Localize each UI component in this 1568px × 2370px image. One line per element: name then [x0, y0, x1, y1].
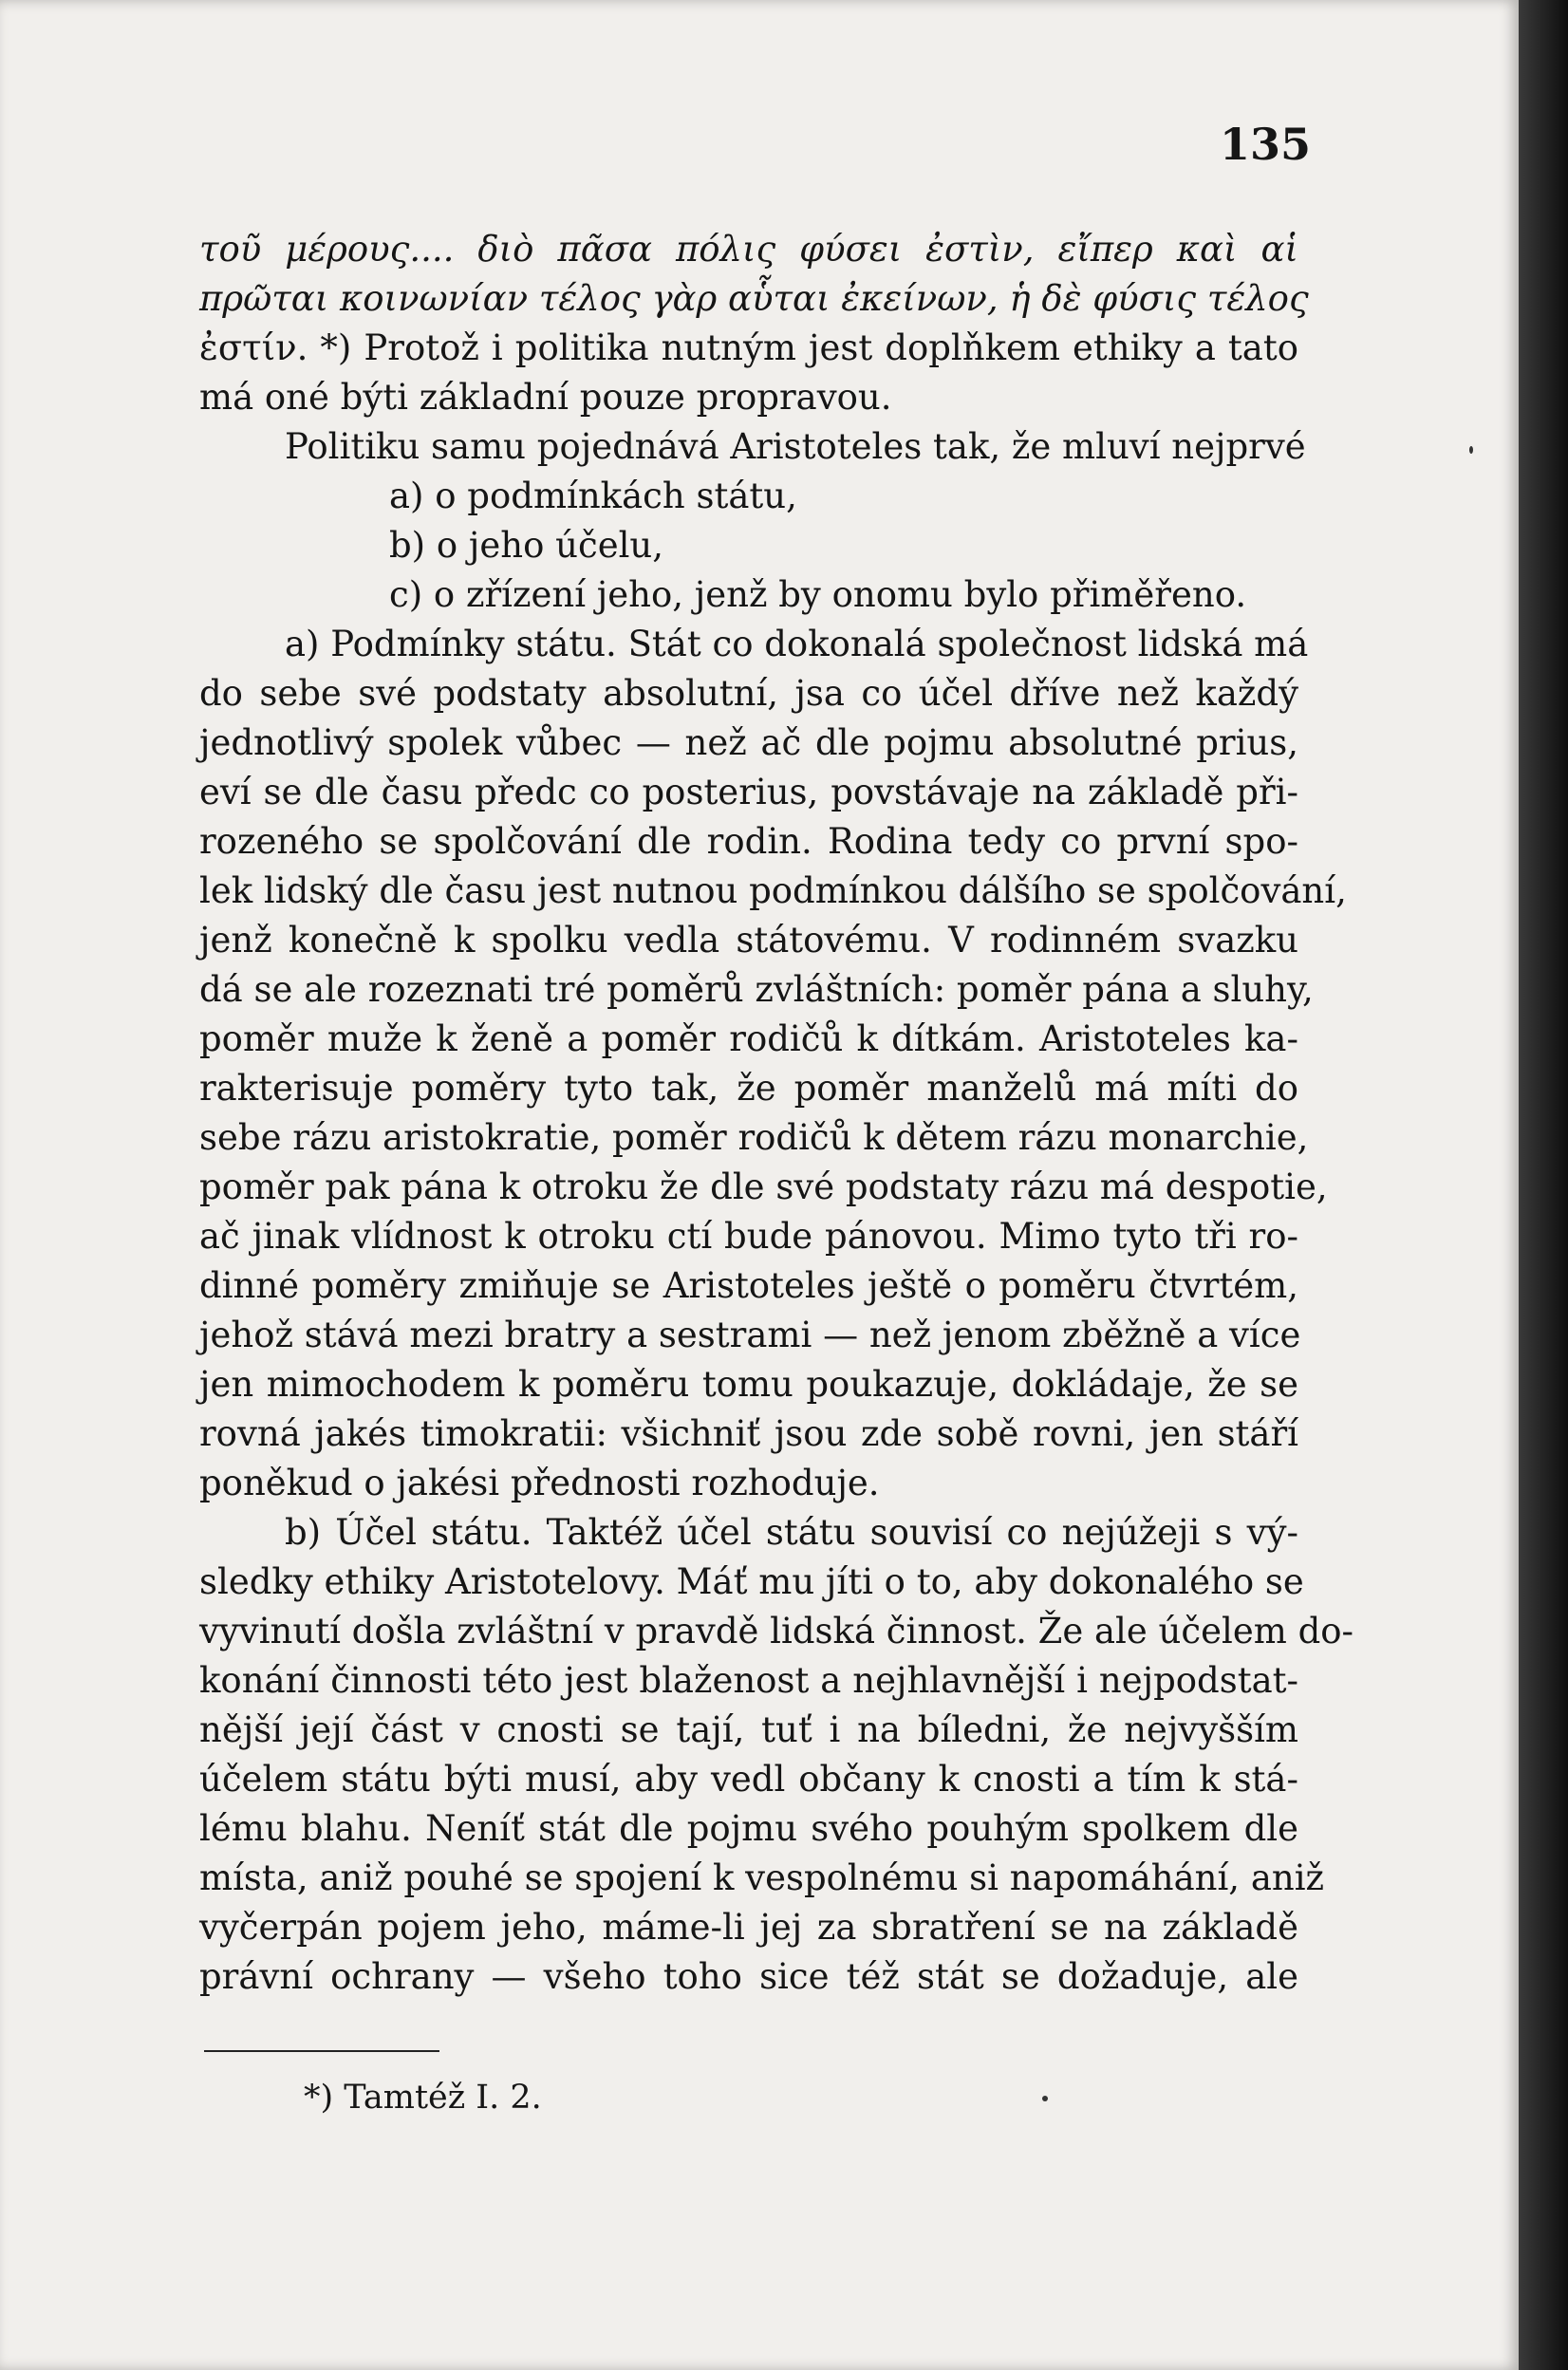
text-line: má oné býti základní pouze propravou.: [199, 377, 892, 418]
text-line: nější její část v cnosti se tají, tuť i na bíledni, že nejvyšším: [199, 1709, 1298, 1750]
text-line: jednotlivý spolek vůbec — než ač dle pojmu absolutné prius,: [199, 722, 1298, 763]
text-line: a) o podmínkách státu,: [389, 476, 797, 516]
text-line: b) o jeho účelu,: [389, 525, 664, 566]
text-line: poněkud o jakési přednosti rozhoduje.: [199, 1463, 880, 1503]
text-line: πρῶται κοινωνίαν τέλος γὰρ αὗται ἐκείνων, ἡ δὲ φύσις τέλος: [199, 278, 1309, 319]
text-line: vyvinutí došla zvláštní v pravdě lidská činnost. Že ale účelem do-: [199, 1611, 1354, 1652]
text-line: lek lidský dle času jest nutnou podmínkou dálšího se spolčování,: [199, 870, 1347, 911]
text-line: ἐστίν. *) Protož i politika nutným jest doplňkem ethiky a tato: [199, 327, 1298, 368]
text-line: sebe rázu aristokratie, poměr rodičů k dětem rázu monarchie,: [199, 1117, 1309, 1158]
text-line: Politiku samu pojednává Aristoteles tak, že mluví nejprvé: [285, 426, 1306, 467]
text-line: dinné poměry zmiňuje se Aristoteles ještě o poměru čtvrtém,: [199, 1265, 1298, 1306]
text-line: ač jinak vlídnost k otroku ctí bude pánovou. Mimo tyto tři ro-: [199, 1216, 1298, 1257]
text-line: eví se dle času předc co posterius, povstávaje na základě při-: [199, 772, 1298, 812]
text-line: jenž konečně k spolku vedla státovému. V rodinném svazku: [199, 920, 1298, 961]
page-edge-shadow: [1519, 0, 1568, 2370]
footnote-rule: [204, 2050, 439, 2052]
text-line: poměr muže k ženě a poměr rodičů k dítkám. Aristoteles ka-: [199, 1018, 1298, 1059]
ink-speck: [1469, 446, 1473, 454]
text-line: c) o zřízení jeho, jenž by onomu bylo přiměřeno.: [389, 574, 1247, 615]
text-line: do sebe své podstaty absolutní, jsa co účel dříve než každý: [199, 673, 1298, 714]
text-line: a) Podmínky státu. Stát co dokonalá společnost lidská má: [285, 624, 1309, 664]
text-line: sledky ethiky Aristotelovy. Máť mu jíti o to, aby dokonalého se: [199, 1561, 1304, 1602]
text-line: účelem státu býti musí, aby vedl občany k cnosti a tím k stá-: [199, 1759, 1298, 1800]
footnote: *) Tamtéž I. 2.: [304, 2079, 542, 2117]
text-line: dá se ale rozeznati tré poměrů zvláštních: poměr pána a sluhy,: [199, 969, 1314, 1010]
text-line: rozeného se spolčování dle rodin. Rodina tedy co první spo-: [199, 821, 1298, 862]
text-line: vyčerpán pojem jeho, máme-li jej za sbratření se na základě: [199, 1907, 1298, 1948]
page-number: 135: [1220, 119, 1312, 170]
text-line: konání činnosti této jest blaženost a nejhlavnější i nejpodstat-: [199, 1660, 1298, 1701]
text-line: poměr pak pána k otroku že dle své podstaty rázu má despotie,: [199, 1166, 1328, 1207]
text-line: rovná jakés timokratii: všichniť jsou zde sobě rovni, jen stáří: [199, 1413, 1298, 1454]
text-line: právní ochrany — všeho toho sice též stát se dožaduje, ale: [199, 1956, 1298, 1997]
text-line: τοῦ μέρους.... διὸ πᾶσα πόλις φύσει ἐστὶν, εἴπερ καὶ αἱ: [199, 229, 1298, 270]
text-line: jehož stává mezi bratry a sestrami — než jenom zběžně a více: [199, 1315, 1301, 1355]
text-line: b) Účel státu. Taktéž účel státu souvisí co nejúžeji s vý-: [285, 1512, 1298, 1553]
text-line: rakterisuje poměry tyto tak, že poměr manželů má míti do: [199, 1068, 1298, 1109]
ink-speck: [1042, 2096, 1048, 2101]
text-line: místa, aniž pouhé se spojení k vespolnému si napomáhání, aniž: [199, 1857, 1325, 1898]
text-line: lému blahu. Neníť stát dle pojmu svého pouhým spolkem dle: [199, 1808, 1298, 1849]
text-line: jen mimochodem k poměru tomu poukazuje, dokládaje, že se: [199, 1364, 1298, 1405]
